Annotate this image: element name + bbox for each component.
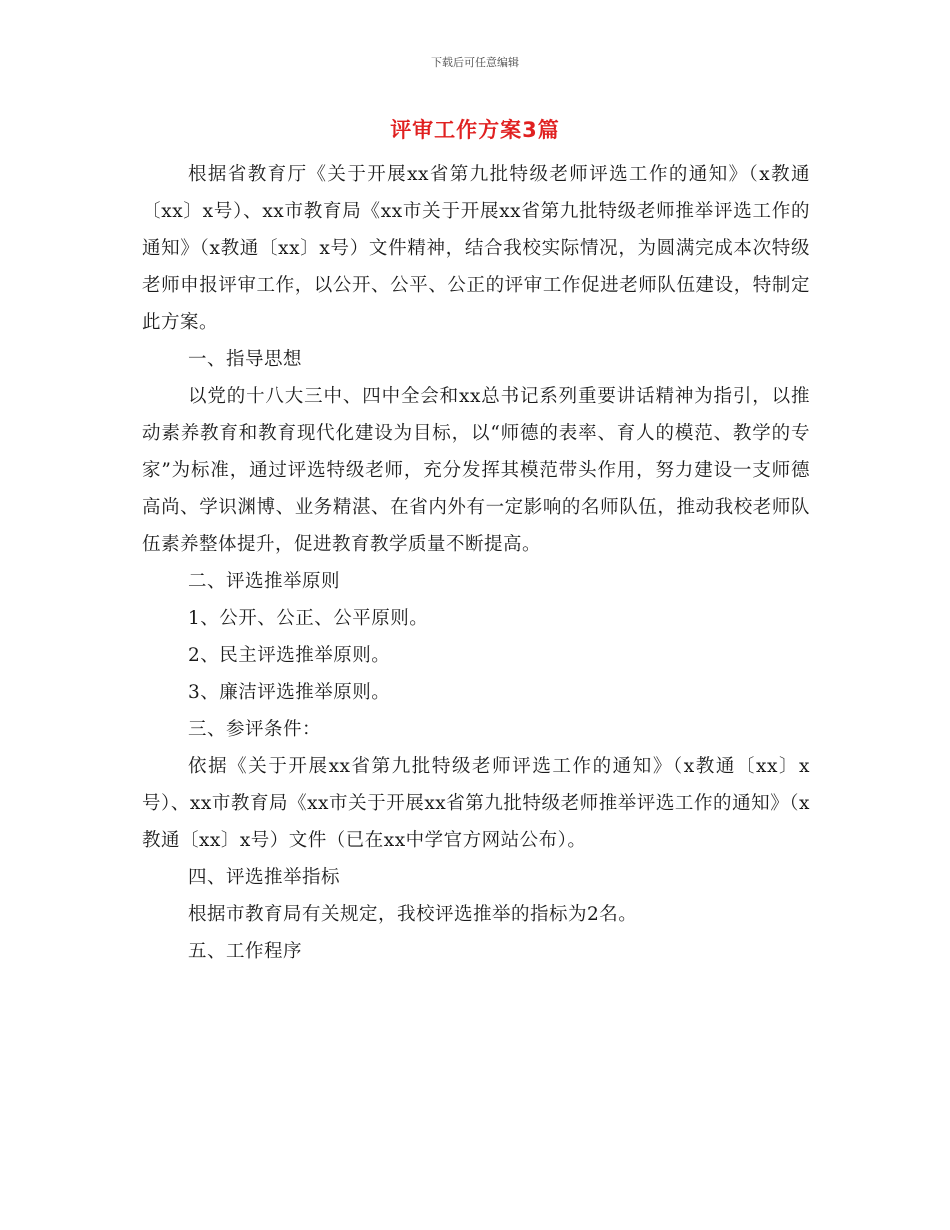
- principle-item-1: 1、公开、公正、公平原则。: [188, 608, 429, 629]
- section-heading-procedure: 五、工作程序: [188, 941, 303, 962]
- document-body: [142, 156, 810, 970]
- section-heading-principles: 二、评选推举原则: [188, 571, 341, 592]
- intro-paragraph: 根据省教育厅《关于开展xx省第九批特级老师评选工作的通知》（x教通〔xx〕x号）、xx市教育局《xx市关于开展xx省第九批特级老师推举评选工作的通知》（x教通〔xx〕x号）文件精神，结合我校实际情况，为圆满完成本次特级老师申报评审工作，以公开、公平、公正的评审工作促进老师队伍建设，特制定此方案。: [142, 164, 810, 333]
- principle-item-2: 2、民主评选推举原则。: [188, 645, 391, 666]
- section-heading-quota: 四、评选推举指标: [188, 867, 341, 888]
- conditions-paragraph: 依据《关于开展xx省第九批特级老师评选工作的通知》（x教通〔xx〕x号）、xx市教育局《xx市关于开展xx省第九批特级老师推举评选工作的通知》（x教通〔xx〕x号）文件（已在xx中学官方网站公布）。: [142, 756, 810, 851]
- section-heading-conditions: 三、参评条件：: [188, 719, 322, 740]
- section-heading-guiding-thought: 一、指导思想: [188, 349, 303, 370]
- quota-paragraph: 根据市教育局有关规定，我校评选推举的指标为2名。: [188, 904, 638, 925]
- document-title: 评审工作方案3篇: [390, 118, 560, 142]
- page-header-note: 下载后可任意编辑: [431, 56, 519, 69]
- principle-item-3: 3、廉洁评选推举原则。: [188, 682, 391, 703]
- guiding-thought-paragraph: 以党的十八大三中、四中全会和xx总书记系列重要讲话精神为指引，以推动素养教育和教育现代化建设为目标，以“师德的表率、育人的模范、教学的专家”为标准，通过评选特级老师，充分发挥其模范带头作用，努力建设一支师德高尚、学识渊博、业务精湛、在省内外有一定影响的名师队伍，推动我校老师队伍素养整体提升，促进教育教学质量不断提高。: [142, 386, 810, 555]
